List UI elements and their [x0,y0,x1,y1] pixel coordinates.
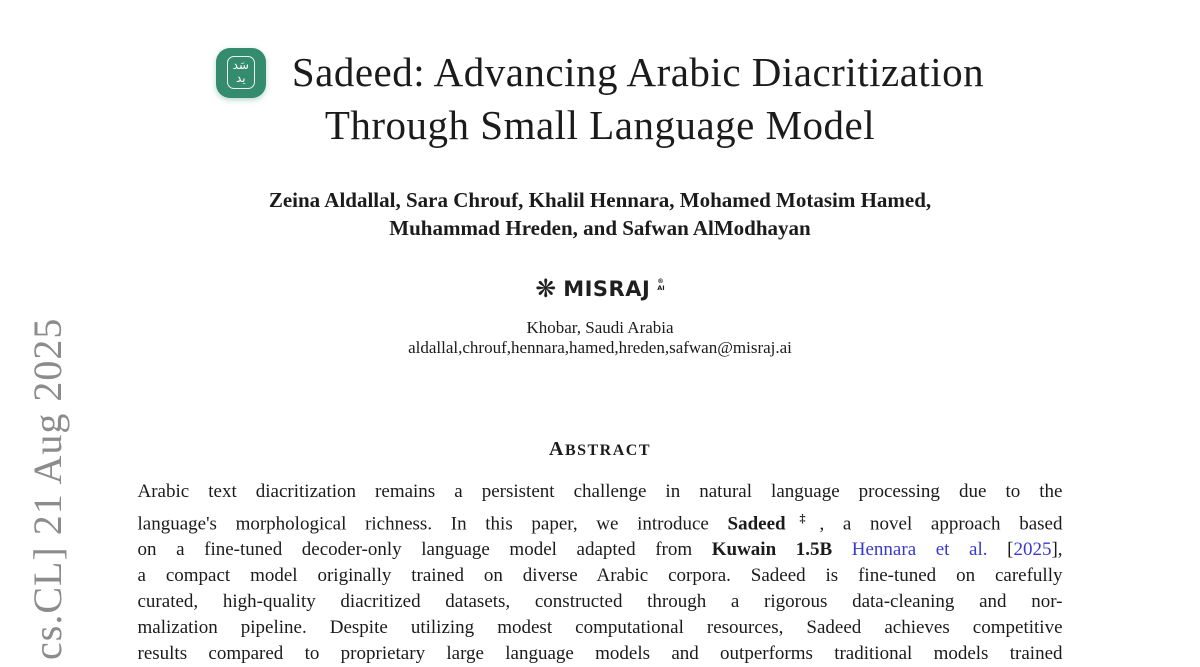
misraj-logo-wordmark: MISRAJ [563,276,651,301]
authors-line1: Zeina Aldallal, Sara Chrouf, Khalil Hennara, Mohamed Motasim Hamed, [268,188,932,212]
arxiv-sidebar-label: cs.CL] 21 Aug 2025 [25,317,70,660]
authors-email: aldallal,chrouf,hennara,hamed,hreden,safwan@misraj.ai [408,338,792,357]
abstract-line: malization pipeline. Despite utilizing modest computational resources, Sadeed achieves competitive [137,617,1063,639]
citation-link[interactable]: Hennara et al. [851,539,988,561]
ai-mark: AI [657,283,665,292]
title-line-1 [0,46,1200,99]
abstract-body [138,479,1063,667]
sadeed-app-icon [216,48,266,98]
abstract-line: Arabic text diacritization remains a persistent challenge in natural language processing due to the [137,481,1063,502]
paper-title-line2: Through Small Language Model [324,102,876,148]
abstract-line: curated, high-quality diacritized datasets, constructed through a rigorous data-cleaning and nor- [137,591,1063,613]
abstract-line: on a fine-tuned decoder-only language model adapted from Kuwain 1.5B Hennara et al. [2025], [137,539,1063,561]
registered-mark: ® [657,276,664,285]
affiliation-address: Khobar, Saudi Arabia [526,318,674,337]
paper-header [0,0,1200,152]
abstract-heading: ABSTRACT [548,438,652,460]
abstract-line: language's morphological richness. In this paper, we introduce Sadeed‡, a novel approach based [137,511,1063,535]
abstract-line: a compact model originally trained on diverse Arabic corpora. Sadeed is fine-tuned on carefully [137,565,1063,587]
abstract-line: results compared to proprietary large language models and outperforms traditional models trained [137,643,1063,665]
paper-title-line1: Sadeed: Advancing Arabic Diacritization [291,49,985,95]
arabic-calligraphy-icon: سَد يد [227,56,255,89]
authors-block [0,186,1200,242]
misraj-logo-superscript [657,278,664,292]
authors-line2: Muhammad Hreden, and Safwan AlModhayan [389,216,811,240]
citation-link[interactable]: 2025 [1013,539,1052,561]
misraj-swirl-icon: ❋ [535,274,557,303]
misraj-logo [0,276,1200,301]
